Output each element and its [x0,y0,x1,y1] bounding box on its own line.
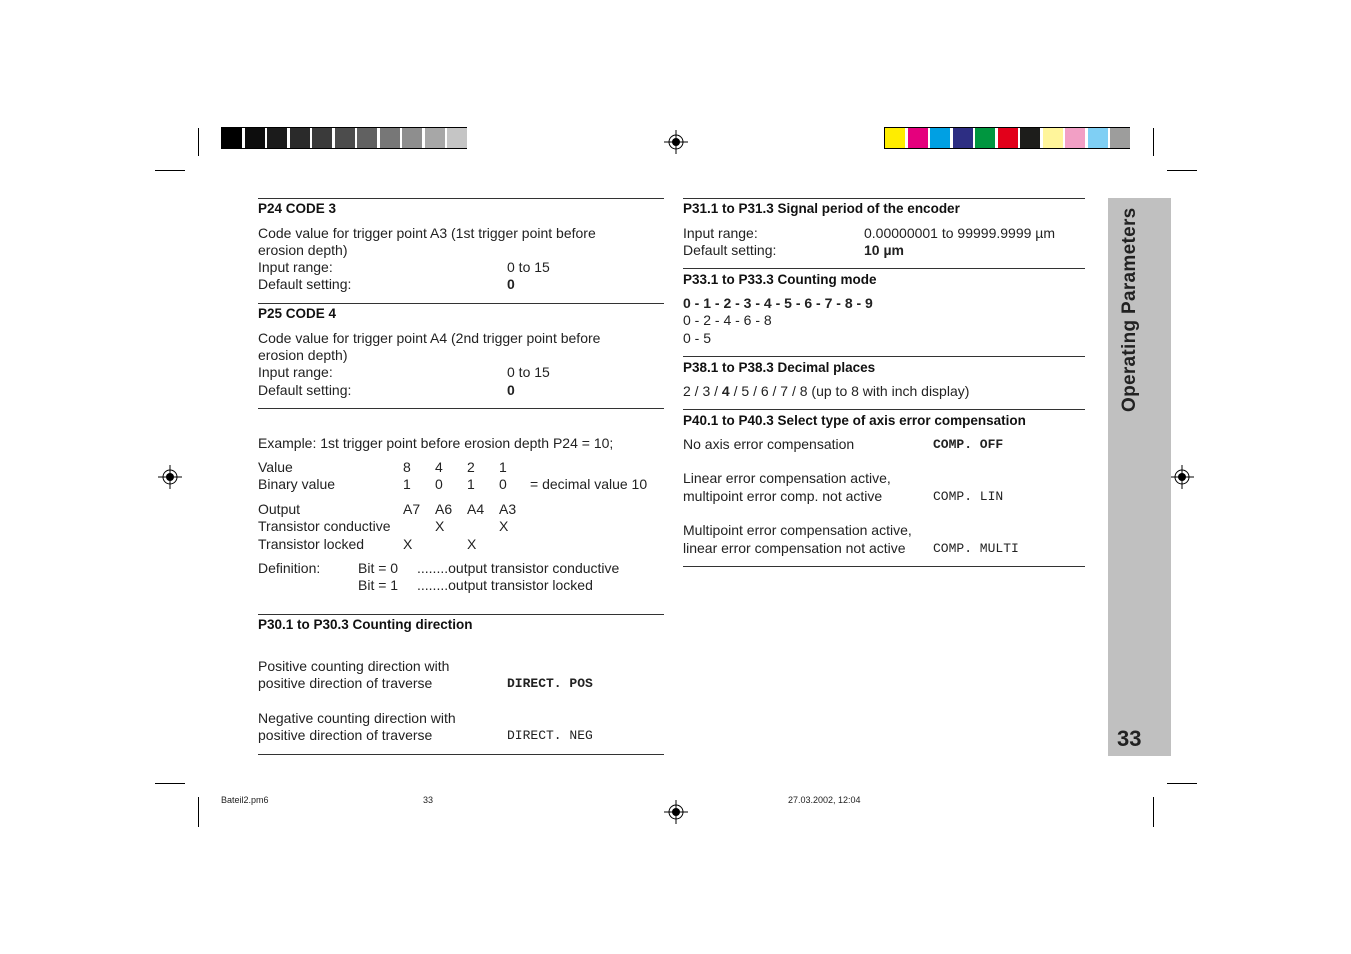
p31-range-label: Input range: [683,225,758,241]
output-row-label: Output [258,501,301,517]
p40-lin-text: multipoint error comp. not active [683,488,883,504]
crop-mark [155,783,185,784]
section-divider [683,409,1085,410]
p33-mode-line: 0 - 2 - 4 - 6 - 8 [683,312,772,328]
value-row-label: Value [258,459,293,475]
color-swatch [402,128,422,148]
color-swatch [470,128,490,148]
p40-off-label: No axis error compensation [683,436,855,452]
bit0-text: ........output transistor conductive [417,560,620,576]
p33-mode-line: 0 - 5 [683,330,712,346]
p31-default-value: 10 µm [864,242,904,258]
crop-mark [198,128,199,156]
p25-heading: P25 CODE 4 [258,306,337,321]
p40-heading: P40.1 to P40.3 Select type of axis error compensation [683,413,1026,428]
bit1-label: Bit = 1 [358,577,399,593]
color-swatch [380,128,400,148]
color-swatch [222,128,242,148]
color-swatch [312,128,332,148]
section-divider [683,566,1085,567]
crop-mark [1167,170,1197,171]
bit0-label: Bit = 0 [358,560,399,576]
registration-mark-left [158,465,182,489]
p40-lin-code: COMP. LIN [933,489,1004,504]
section-divider [258,198,664,199]
p24-heading: P24 CODE 3 [258,201,337,216]
p24-default-value: 0 [507,276,515,292]
p38-default-option: 4 [721,383,730,399]
binary-cell: 1 [467,476,475,492]
value-cell: 1 [499,459,507,475]
p30-neg-text: positive direction of traverse [258,727,433,743]
crop-mark [1153,797,1154,827]
p25-description: erosion depth) [258,347,348,363]
crop-mark [1153,128,1154,156]
p40-multi-code: COMP. MULTI [933,541,1019,556]
p31-default-label: Default setting: [683,242,777,258]
footer-timestamp: 27.03.2002, 12:04 [788,795,861,805]
color-swatch [953,128,973,148]
color-swatch [930,128,950,148]
footer-filename: Bateil2.pm6 [221,795,269,805]
binary-cell: 1 [403,476,411,492]
value-cell: 2 [467,459,475,475]
binary-cell: 0 [435,476,443,492]
binary-note: = decimal value 10 [530,476,648,492]
p30-pos-code: DIRECT. POS [507,676,593,691]
p38-heading: P38.1 to P38.3 Decimal places [683,360,876,375]
conductive-mark: X [435,518,445,534]
registration-mark-bottom [664,800,688,824]
section-divider [683,356,1085,357]
conductive-mark: X [499,518,509,534]
binary-row-label: Binary value [258,476,336,492]
p25-default-value: 0 [507,382,515,398]
p40-multi-text: Multipoint error compensation active, [683,522,912,538]
section-divider [258,408,664,409]
footer-page: 33 [423,795,434,805]
section-divider [683,198,1085,199]
p38-options [683,383,969,400]
color-swatch [1065,128,1085,148]
p31-heading: P31.1 to P31.3 Signal period of the encoder [683,201,960,216]
color-swatch [357,128,377,148]
p25-range-value: 0 to 15 [507,364,550,380]
p38-options-pre: 2 / 3 / [683,383,722,399]
p30-neg-text: Negative counting direction with [258,710,456,726]
p30-pos-text: positive direction of traverse [258,675,433,691]
p25-description: Code value for trigger point A4 (2nd trigger point before [258,330,601,346]
color-swatch [290,128,310,148]
output-cell: A7 [403,501,421,517]
locked-mark: X [403,536,413,552]
section-divider [683,268,1085,269]
p24-range-label: Input range: [258,259,333,275]
value-cell: 4 [435,459,443,475]
conductive-row-label: Transistor conductive [258,518,391,534]
color-swatch [447,128,467,148]
bit1-text: ........output transistor locked [417,577,593,593]
color-swatch [1110,128,1130,148]
section-divider [258,303,664,304]
definition-label: Definition: [258,560,321,576]
color-swatch [1020,128,1040,148]
color-swatch [1043,128,1063,148]
color-swatch [267,128,287,148]
output-cell: A6 [435,501,453,517]
registration-mark-right [1170,465,1194,489]
p30-heading: P30.1 to P30.3 Counting direction [258,617,473,632]
color-swatch [1088,128,1108,148]
color-swatch [885,128,905,148]
p25-default-label: Default setting: [258,382,352,398]
binary-cell: 0 [499,476,507,492]
p30-neg-code: DIRECT. NEG [507,728,593,743]
chapter-title: Operating Parameters [1119,207,1140,412]
p24-range-value: 0 to 15 [507,259,550,275]
p24-description: Code value for trigger point A3 (1st trigger point before [258,225,596,241]
crop-mark [1167,783,1197,784]
p40-lin-text: Linear error compensation active, [683,470,891,486]
color-swatch [425,128,445,148]
registration-mark-top [664,130,688,154]
p40-off-code: COMP. OFF [933,437,1004,452]
example-intro: Example: 1st trigger point before erosion depth P24 = 10; [258,435,614,451]
p25-range-label: Input range: [258,364,333,380]
locked-mark: X [467,536,477,552]
color-swatch [335,128,355,148]
p31-range-value: 0.00000001 to 99999.9999 µm [864,225,1056,241]
p33-heading: P33.1 to P33.3 Counting mode [683,272,877,287]
color-swatch [908,128,928,148]
locked-row-label: Transistor locked [258,536,365,552]
page-number: 33 [1117,726,1142,751]
section-divider [258,754,664,755]
crop-mark [155,170,185,171]
p24-default-label: Default setting: [258,276,352,292]
crop-mark [198,797,199,827]
p33-mode-line: 0 - 1 - 2 - 3 - 4 - 5 - 6 - 7 - 8 - 9 [683,295,873,311]
section-divider [258,614,664,615]
color-swatch [245,128,265,148]
p40-multi-text: linear error compensation not active [683,540,906,556]
output-cell: A3 [499,501,517,517]
p30-pos-text: Positive counting direction with [258,658,450,674]
output-cell: A4 [467,501,485,517]
color-swatch [998,128,1018,148]
p24-description: erosion depth) [258,242,348,258]
p38-options-post: / 5 / 6 / 7 / 8 (up to 8 with inch display) [729,383,970,399]
value-cell: 8 [403,459,411,475]
color-swatch [975,128,995,148]
